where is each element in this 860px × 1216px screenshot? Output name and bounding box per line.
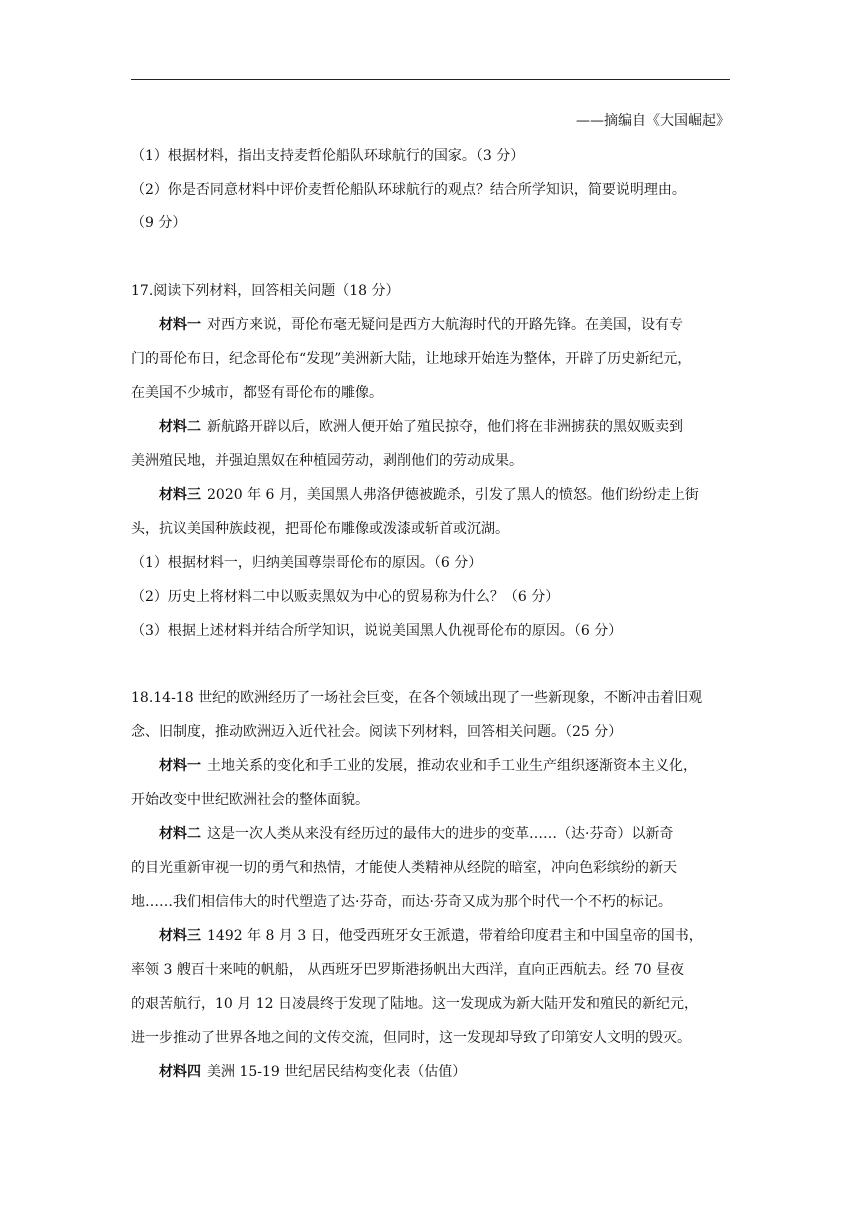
- source-citation: ——摘编自《大国崛起》: [576, 113, 730, 129]
- q18-title: 18.14-18 世纪的欧洲经历了一场社会巨变，在各个领域出现了一些新现象，不断冲击着旧观: [131, 690, 703, 706]
- q17-material-2-line: 美洲殖民地，并强迫黑奴在种植园劳动，剥削他们的劳动成果。: [131, 453, 523, 469]
- q18-material-1: 材料一 土地关系的变化和手工业的发展，推动农业和手工业生产组织逐渐资本主义化，: [159, 758, 697, 774]
- header-rule: [131, 79, 730, 80]
- q16-sub2: （2）你是否同意材料中评价麦哲伦船队环球航行的观点？结合所学知识，简要说明理由。: [131, 182, 686, 198]
- q18-material-1-line: 开始改变中世纪欧洲社会的整体面貌。: [131, 792, 369, 808]
- q18-material-2: 材料二 这是一次人类从来没有经历过的最伟大的进步的变革……（达·芬奇）以新奇: [159, 826, 674, 842]
- material-label: 材料四: [159, 1064, 201, 1080]
- material-label: 材料二: [159, 826, 201, 842]
- material-label: 材料一: [159, 317, 201, 333]
- q17-question-1: （1）根据材料一，归纳美国尊崇哥伦布的原因。（6 分）: [131, 555, 483, 571]
- material-label: 材料一: [159, 758, 201, 774]
- q16-sub1: （1）根据材料，指出支持麦哲伦船队环球航行的国家。（3 分）: [131, 148, 525, 164]
- q18-material-3-line: 率领 3 艘百十来吨的帆船， 从西班牙巴罗斯港扬帆出大西洋，直向正西航去。经 70 昼夜: [131, 962, 684, 978]
- q17-material-3-line: 头，抗议美国种族歧视，把哥伦布雕像或泼漆或斩首或沉湖。: [131, 521, 509, 537]
- q18-material-3-line: 进一步推动了世界各地之间的文传交流，但同时，这一发现却导致了印第安人文明的毁灭。: [131, 1030, 691, 1046]
- q17-title: 17.阅读下列材料，回答相关问题（18 分）: [131, 283, 400, 299]
- material-label: 材料三: [159, 487, 201, 503]
- q18-material-3-line: 的艰苦航行，10 月 12 日凌晨终于发现了陆地。这一发现成为新大陆开发和殖民的新纪元，: [131, 996, 698, 1012]
- q17-material-3: 材料三 2020 年 6 月，美国黑人弗洛伊德被跪杀，引发了黑人的愤怒。他们纷纷走上街: [159, 487, 699, 503]
- q18-title-line: 念、旧制度，推动欧洲迈入近代社会。阅读下列材料，回答相关问题。（25 分）: [131, 724, 623, 740]
- q17-question-3: （3）根据上述材料并结合所学知识，说说美国黑人仇视哥伦布的原因。（6 分）: [131, 623, 623, 639]
- q18-material-2-line: 地……我们相信伟大的时代塑造了达·芬奇，而达·芬奇又成为那个时代一个不朽的标记。: [131, 894, 672, 910]
- material-label: 材料三: [159, 928, 201, 944]
- q17-material-1-line: 在美国不少城市，都竖有哥伦布的雕像。: [131, 385, 383, 401]
- q18-material-3: 材料三 1492 年 8 月 3 日，他受西班牙女王派遣，带着给印度君主和中国皇帝的国书，: [159, 928, 703, 944]
- q16-sub2-score: （9 分）: [131, 215, 187, 231]
- q18-material-2-line: 的目光重新审视一切的勇气和热情，才能使人类精神从经院的暗室，冲向色彩缤纷的新天: [131, 860, 677, 876]
- q18-material-4: 材料四 美洲 15-19 世纪居民结构变化表（估值）: [159, 1064, 467, 1080]
- q17-material-1: 材料一 对西方来说，哥伦布毫无疑问是西方大航海时代的开路先锋。在美国，设有专: [159, 317, 683, 333]
- q17-question-2: （2）历史上将材料二中以贩卖黑奴为中心的贸易称为什么？（6 分）: [131, 589, 560, 605]
- material-label: 材料二: [159, 419, 201, 435]
- q17-material-2: 材料二 新航路开辟以后，欧洲人便开始了殖民掠夺，他们将在非洲掳获的黑奴贩卖到: [159, 419, 683, 435]
- q17-material-1-line: 门的哥伦布日，纪念哥伦布“发现”美洲新大陆，让地球开始连为整体，开辟了历史新纪元，: [131, 351, 692, 367]
